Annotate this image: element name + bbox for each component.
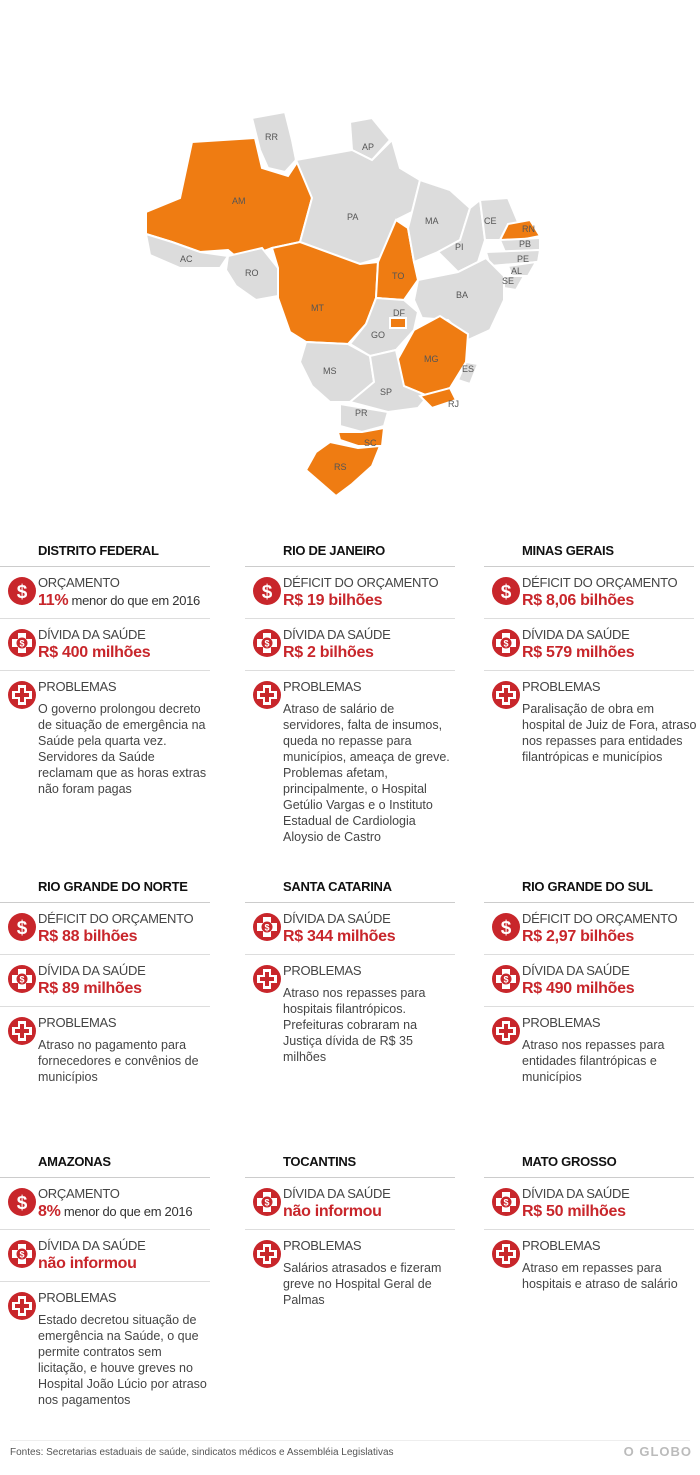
label-go: GO [371, 330, 386, 340]
card-title: MATO GROSSO [484, 1154, 694, 1178]
value-rest: menor do que em 2016 [60, 1204, 193, 1219]
svg-text:$: $ [500, 582, 512, 603]
card-title: TOCANTINS [245, 1154, 455, 1178]
row-value: R$ 88 bilhões [38, 928, 138, 945]
dollar-icon [8, 577, 36, 605]
card-title: SANTA CATARINA [245, 879, 455, 903]
problems-text: Atraso nos repasses para entidades filantrópicas e municípios [522, 1038, 665, 1084]
health-cross-icon [8, 681, 36, 709]
row-label: PROBLEMAS [38, 1290, 117, 1305]
label-df: DF [393, 308, 405, 318]
svg-text:$: $ [19, 974, 25, 985]
svg-text:$: $ [16, 1193, 28, 1214]
dollar-icon [492, 577, 520, 605]
card-tocantins [245, 1154, 455, 1316]
label-pe: PE [517, 254, 530, 264]
budget-row [0, 911, 210, 955]
problems-row [484, 1238, 694, 1292]
problems-text: Atraso nos repasses para hospitais filantrópicos. Prefeituras cobraram na Justiça dívida de R$ 35 milhões [283, 986, 426, 1064]
row-value [38, 1202, 210, 1222]
health-cross-icon [8, 1017, 36, 1045]
card-title: RIO GRANDE DO SUL [484, 879, 694, 903]
health-cross-icon [492, 681, 520, 709]
card-rio-grande-do-norte [0, 879, 210, 1093]
row-value: R$ 89 milhões [38, 980, 142, 997]
problems-row [0, 679, 210, 797]
row-label: ORÇAMENTO [38, 575, 120, 590]
problems-text: Paralisação de obra em hospital de Juiz de Fora, atraso nos repasses para entidades filantrópicas e municípios [522, 702, 697, 764]
problems-text: Estado decretou situação de emergência na Saúde, o que permite contratos sem licitação, e houve greves no Hospital João Lúcio por atraso nos pagamentos [38, 1313, 207, 1407]
health-dollar-icon [8, 965, 36, 993]
budget-row [484, 575, 694, 619]
dollar-icon [253, 577, 281, 605]
label-sc: SC [364, 438, 377, 448]
label-sp: SP [380, 387, 393, 397]
label-ms: MS [323, 366, 337, 376]
card-title: MINAS GERAIS [484, 543, 694, 567]
label-al: AL [511, 266, 523, 276]
row-value: R$ 50 milhões [522, 1203, 626, 1220]
row-label: PROBLEMAS [283, 963, 362, 978]
sources-note: Fontes: Secretarias estaduais de saúde, sindicatos médicos e Assembléia Legislativas [10, 1447, 394, 1458]
svg-text:$: $ [19, 1249, 25, 1260]
row-label: ORÇAMENTO [38, 1186, 120, 1201]
row-value: não informou [283, 1203, 382, 1220]
label-pr: PR [355, 408, 368, 418]
card-santa-catarina [245, 879, 455, 1073]
label-rs: RS [334, 462, 347, 472]
svg-text:$: $ [19, 638, 25, 649]
row-value: R$ 2 bilhões [283, 644, 374, 661]
debt-row [245, 1186, 455, 1230]
dollar-icon [8, 1188, 36, 1216]
debt-row [245, 911, 455, 955]
label-ba: BA [456, 290, 469, 300]
row-value: R$ 579 milhões [522, 644, 635, 661]
svg-text:$: $ [264, 922, 270, 933]
svg-text:$: $ [264, 1197, 270, 1208]
row-label: DÉFICIT DO ORÇAMENTO [522, 911, 678, 926]
label-pi: PI [455, 242, 464, 252]
budget-row [245, 575, 455, 619]
row-label: PROBLEMAS [522, 1238, 601, 1253]
row-label: DÉFICIT DO ORÇAMENTO [522, 575, 678, 590]
label-to: TO [392, 271, 405, 281]
row-label: PROBLEMAS [522, 1015, 601, 1030]
problems-row [484, 1015, 694, 1085]
value-number: 8% [38, 1203, 61, 1220]
row-value: R$ 400 milhões [38, 644, 151, 661]
debt-row [484, 627, 694, 671]
card-rio-de-janeiro [245, 543, 455, 853]
o-globo-logo: O GLOBO [623, 1444, 692, 1459]
card-rio-grande-do-sul [484, 879, 694, 1093]
problems-text: Atraso no pagamento para fornecedores e convênios de municípios [38, 1038, 199, 1084]
problems-row [245, 679, 455, 845]
label-rj: RJ [448, 399, 459, 409]
health-dollar-icon [253, 629, 281, 657]
svg-text:$: $ [16, 918, 28, 939]
value-number: 11% [38, 592, 69, 609]
label-se: SE [502, 276, 515, 286]
problems-row [0, 1015, 210, 1085]
row-label: DÍVIDA DA SAÚDE [283, 1186, 391, 1201]
problems-row [484, 679, 697, 765]
row-value: não informou [38, 1255, 137, 1272]
row-value: R$ 2,97 bilhões [522, 928, 634, 945]
row-label: PROBLEMAS [38, 679, 117, 694]
row-label: DÍVIDA DA SAÚDE [522, 627, 630, 642]
dollar-icon [8, 913, 36, 941]
row-label: DÍVIDA DA SAÚDE [283, 911, 391, 926]
svg-text:$: $ [16, 582, 28, 603]
problems-text: O governo prolongou decreto de situação de emergência na Saúde pela quarta vez. Servidores da Saúde reclamam que as horas extras não foram pagas [38, 702, 207, 796]
label-es: ES [462, 364, 475, 374]
svg-text:$: $ [261, 582, 273, 603]
health-dollar-icon [492, 629, 520, 657]
row-label: DÍVIDA DA SAÚDE [38, 627, 146, 642]
card-title: RIO DE JANEIRO [245, 543, 455, 567]
label-rn: RN [522, 224, 535, 234]
budget-row [0, 575, 210, 619]
label-pa: PA [347, 212, 359, 222]
health-dollar-icon [8, 629, 36, 657]
label-ac: AC [180, 254, 193, 264]
problems-row [245, 963, 455, 1065]
label-mg: MG [424, 354, 439, 364]
card-minas-gerais [484, 543, 697, 773]
row-value: R$ 344 milhões [283, 928, 396, 945]
row-label: DÍVIDA DA SAÚDE [38, 1238, 146, 1253]
debt-row [484, 963, 694, 1007]
health-cross-icon [8, 1292, 36, 1320]
health-dollar-icon [492, 965, 520, 993]
health-cross-icon [492, 1240, 520, 1268]
row-value: R$ 19 bilhões [283, 592, 383, 609]
label-ma: MA [425, 216, 439, 226]
debt-row [0, 1238, 210, 1282]
problems-text: Salários atrasados e fizeram greve no Hospital Geral de Palmas [283, 1261, 442, 1307]
svg-text:$: $ [500, 918, 512, 939]
problems-text: Atraso em repasses para hospitais e atraso de salário [522, 1261, 678, 1291]
health-cross-icon [253, 681, 281, 709]
debt-row [0, 627, 210, 671]
label-ce: CE [484, 216, 497, 226]
health-cross-icon [253, 965, 281, 993]
card-title: DISTRITO FEDERAL [0, 543, 210, 567]
brazil-map [0, 0, 700, 520]
footer-divider [10, 1440, 690, 1441]
debt-row [245, 627, 455, 671]
label-mt: MT [311, 303, 324, 313]
row-value [38, 591, 210, 611]
card-title: AMAZONAS [0, 1154, 210, 1178]
row-value: R$ 490 milhões [522, 980, 635, 997]
row-label: DÉFICIT DO ORÇAMENTO [283, 575, 439, 590]
card-distrito-federal [0, 543, 210, 805]
problems-row [245, 1238, 455, 1308]
label-ap: AP [362, 142, 375, 152]
card-title: RIO GRANDE DO NORTE [0, 879, 210, 903]
health-cross-icon [253, 1240, 281, 1268]
dollar-icon [492, 913, 520, 941]
row-label: DÍVIDA DA SAÚDE [283, 627, 391, 642]
debt-row [0, 963, 210, 1007]
health-dollar-icon [253, 1188, 281, 1216]
card-amazonas [0, 1154, 210, 1416]
debt-row [484, 1186, 694, 1230]
state-df[interactable] [390, 318, 406, 328]
row-label: DÍVIDA DA SAÚDE [522, 1186, 630, 1201]
value-rest: menor do que em 2016 [68, 593, 200, 608]
label-am: AM [232, 196, 246, 206]
health-dollar-icon [492, 1188, 520, 1216]
problems-text: Atraso de salário de servidores, falta de insumos, queda no repasse para municípios, ameaça de greve. Problemas afetam, principalmente, o Hospital Getúlio Vargas e o Instituto Estadual de Cardiologia Aloysio de Castro [283, 702, 450, 844]
row-label: PROBLEMAS [38, 1015, 117, 1030]
health-cross-icon [492, 1017, 520, 1045]
row-label: PROBLEMAS [283, 1238, 362, 1253]
svg-text:$: $ [264, 638, 270, 649]
row-label: DÍVIDA DA SAÚDE [38, 963, 146, 978]
row-label: DÍVIDA DA SAÚDE [522, 963, 630, 978]
row-label: DÉFICIT DO ORÇAMENTO [38, 911, 194, 926]
row-value: R$ 8,06 bilhões [522, 592, 634, 609]
card-mato-grosso [484, 1154, 694, 1300]
svg-text:$: $ [503, 638, 509, 649]
svg-text:$: $ [503, 974, 509, 985]
problems-row [0, 1290, 210, 1408]
row-label: PROBLEMAS [283, 679, 362, 694]
budget-row [484, 911, 694, 955]
health-dollar-icon [8, 1240, 36, 1268]
label-pb: PB [519, 239, 532, 249]
svg-text:$: $ [503, 1197, 509, 1208]
row-label: PROBLEMAS [522, 679, 601, 694]
label-rr: RR [265, 132, 278, 142]
budget-row [0, 1186, 210, 1230]
label-ro: RO [245, 268, 259, 278]
health-dollar-icon [253, 913, 281, 941]
